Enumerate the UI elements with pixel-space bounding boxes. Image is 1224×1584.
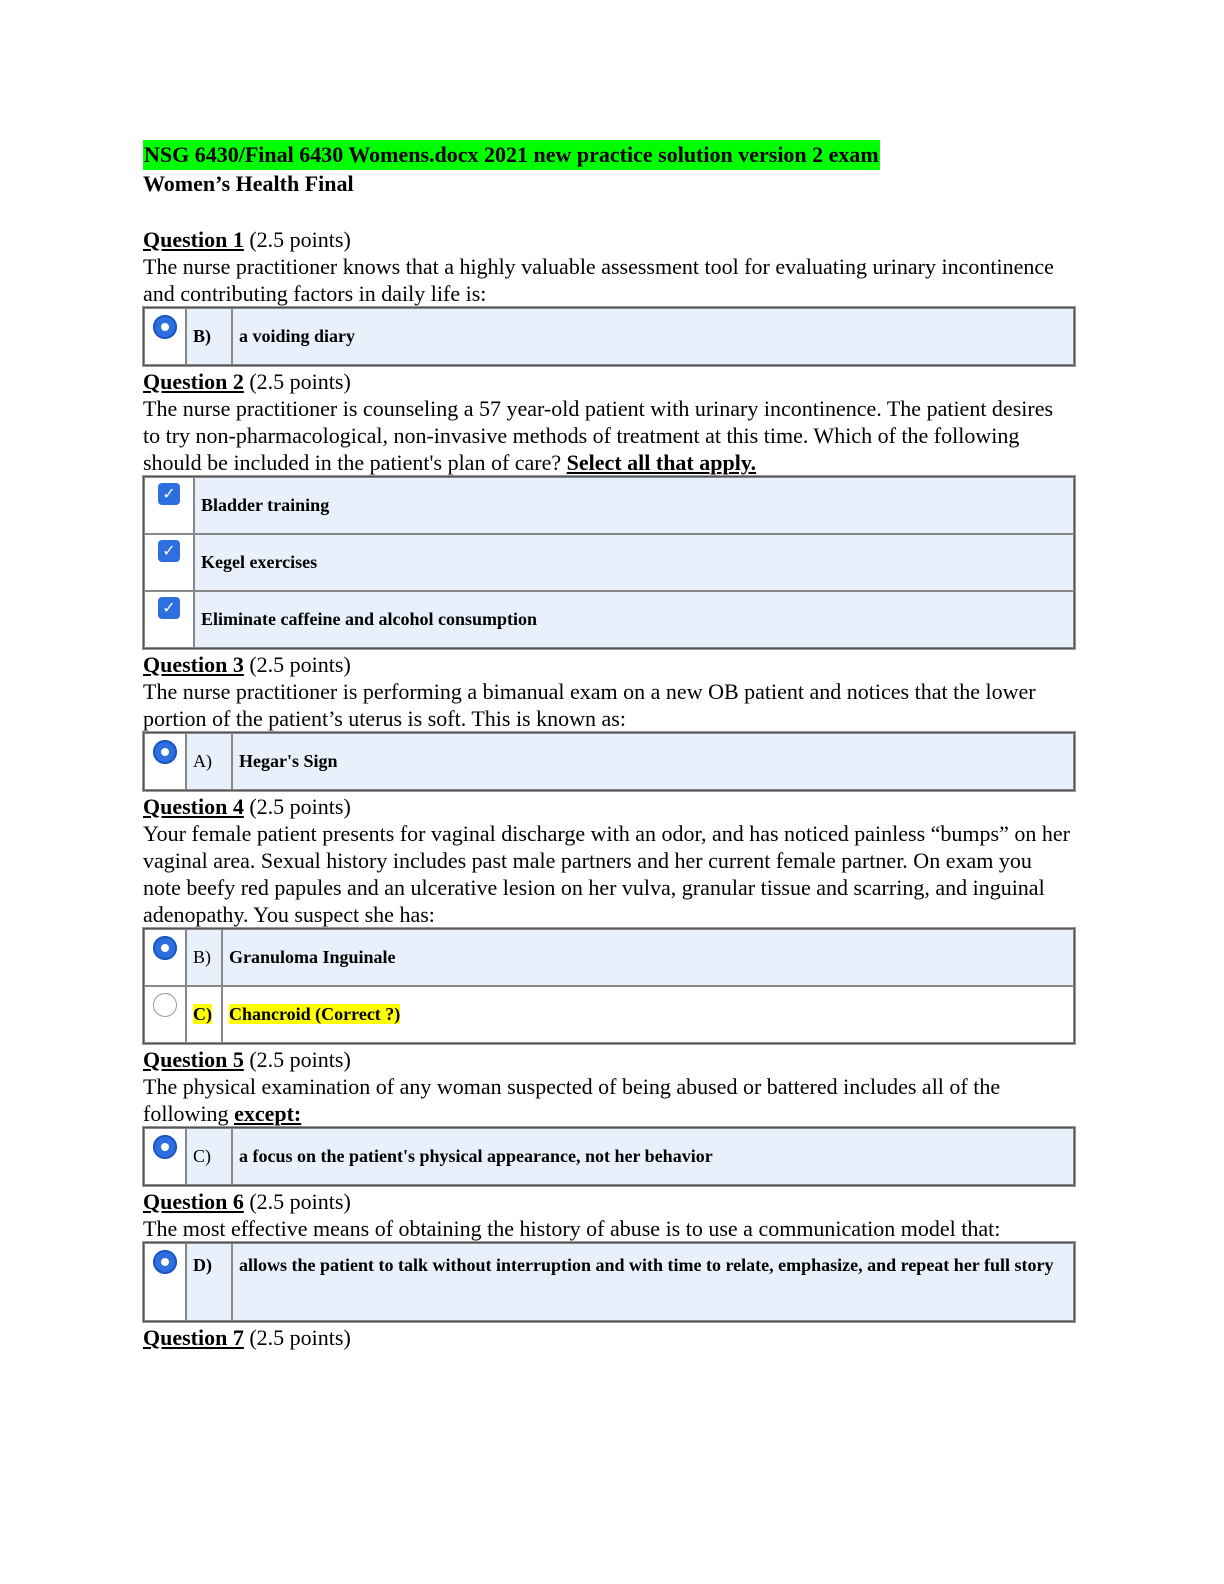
- question-1-text: The nurse practitioner knows that a highly valuable assessment tool for evaluating urinary incontinence and contributing factors in daily life is:: [143, 254, 1054, 306]
- question-2-answers: [143, 476, 1075, 649]
- answer-text: Bladder training: [194, 477, 1074, 534]
- answer-text: a focus on the patient's physical appearance, not her behavior: [232, 1128, 1074, 1185]
- question-1-header: [143, 226, 1075, 253]
- question-4-answers: [143, 928, 1075, 1044]
- answer-text: Granuloma Inguinale: [222, 929, 1074, 986]
- question-7-header: [143, 1324, 1075, 1351]
- radio-cell: [144, 1243, 186, 1321]
- radio-selected-icon[interactable]: [153, 1135, 177, 1159]
- question-2-text: [143, 395, 1075, 476]
- radio-unselected-icon[interactable]: [153, 993, 177, 1017]
- answer-text: Kegel exercises: [194, 534, 1074, 591]
- answer-letter: B): [186, 308, 232, 365]
- answer-text: allows the patient to talk without interruption and with time to relate, emphasize, and repeat her full story: [232, 1243, 1074, 1321]
- question-2-body: The nurse practitioner is counseling a 57 year-old patient with urinary incontinence. The patient desires to try non-pharmacological, non-invasive methods of treatment at this time. Which of the following should be included in the patient's plan of care?: [143, 396, 1054, 475]
- answer-row: [144, 929, 1074, 986]
- except-emphasis: except:: [234, 1101, 302, 1126]
- radio-cell: [144, 1128, 186, 1185]
- question-number: Question 5: [143, 1047, 244, 1072]
- radio-cell: [144, 929, 186, 986]
- checkbox-cell: [144, 591, 194, 648]
- question-6-answers: [143, 1242, 1075, 1322]
- answer-text: Hegar's Sign: [232, 733, 1074, 790]
- answer-letter: C): [186, 986, 222, 1043]
- question-number: Question 3: [143, 652, 244, 677]
- question-1-answers: [143, 307, 1075, 366]
- document-title: NSG 6430/Final 6430 Womens.docx 2021 new practice solution version 2 exam: [143, 140, 880, 170]
- question-points: (2.5 points): [249, 794, 351, 819]
- question-points: (2.5 points): [249, 652, 351, 677]
- question-5-text: [143, 1073, 1075, 1127]
- document-page: [143, 140, 1075, 1351]
- answer-letter: D): [186, 1243, 232, 1321]
- question-4-header: [143, 793, 1075, 820]
- answer-letter: C): [186, 1128, 232, 1185]
- document-subtitle: Women’s Health Final: [143, 171, 354, 196]
- radio-cell: [144, 308, 186, 365]
- question-5-body: The physical examination of any woman suspected of being abused or battered includes all of the following: [143, 1074, 1001, 1126]
- checkbox-checked-icon[interactable]: ✓: [158, 540, 180, 562]
- question-6-text: The most effective means of obtaining the history of abuse is to use a communication model that:: [143, 1216, 1001, 1241]
- question-5-answers: [143, 1127, 1075, 1186]
- checkbox-checked-icon[interactable]: ✓: [158, 597, 180, 619]
- select-all-emphasis: Select all that apply.: [566, 450, 757, 475]
- question-number: Question 6: [143, 1189, 244, 1214]
- question-3-header: [143, 651, 1075, 678]
- question-number: Question 7: [143, 1325, 244, 1350]
- question-2-header: [143, 368, 1075, 395]
- answer-row: [144, 733, 1074, 790]
- checkbox-cell: [144, 534, 194, 591]
- question-5-header: [143, 1046, 1075, 1073]
- checkbox-checked-icon[interactable]: ✓: [158, 483, 180, 505]
- question-number: Question 1: [143, 227, 244, 252]
- question-points: (2.5 points): [249, 1325, 351, 1350]
- answer-row: [144, 477, 1074, 534]
- question-number: Question 4: [143, 794, 244, 819]
- answer-row: [144, 308, 1074, 365]
- question-points: (2.5 points): [249, 369, 351, 394]
- question-3-answers: [143, 732, 1075, 791]
- answer-row: [144, 1243, 1074, 1321]
- question-6-header: [143, 1188, 1075, 1215]
- answer-letter: A): [186, 733, 232, 790]
- radio-selected-icon[interactable]: [153, 936, 177, 960]
- radio-cell: [144, 733, 186, 790]
- answer-text: Eliminate caffeine and alcohol consumption: [194, 591, 1074, 648]
- radio-selected-icon[interactable]: [153, 1250, 177, 1274]
- question-points: (2.5 points): [249, 1047, 351, 1072]
- answer-row: [144, 986, 1074, 1043]
- radio-selected-icon[interactable]: [153, 740, 177, 764]
- question-4-text: Your female patient presents for vaginal discharge with an odor, and has noticed painless “bumps” on her vaginal area. Sexual history includes past male partners and her current female partner. On exam you note beefy red papules and an ulcerative lesion on her vulva, granular tissue and scarring, and inguinal adenopathy. You suspect she has:: [143, 821, 1070, 927]
- answer-letter: B): [186, 929, 222, 986]
- answer-row: [144, 534, 1074, 591]
- question-3-text: The nurse practitioner is performing a bimanual exam on a new OB patient and notices that the lower portion of the patient’s uterus is soft. This is known as:: [143, 679, 1036, 731]
- question-points: (2.5 points): [249, 227, 351, 252]
- answer-text: a voiding diary: [232, 308, 1074, 365]
- answer-row: [144, 1128, 1074, 1185]
- question-points: (2.5 points): [249, 1189, 351, 1214]
- radio-selected-icon[interactable]: [153, 315, 177, 339]
- answer-row: [144, 591, 1074, 648]
- radio-cell: [144, 986, 186, 1043]
- checkbox-cell: [144, 477, 194, 534]
- question-number: Question 2: [143, 369, 244, 394]
- answer-text: Chancroid (Correct ?): [222, 986, 1074, 1043]
